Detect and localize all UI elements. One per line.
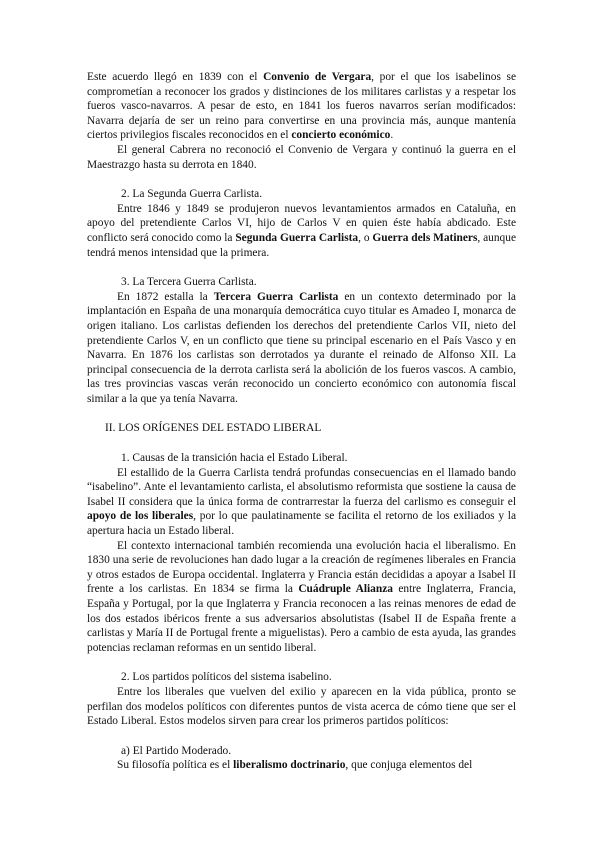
section-heading-causas-transicion: 1. Causas de la transición hacia el Estado Liberal.: [121, 452, 348, 465]
paragraph-guerra-carlista-consecuencias: [87, 466, 516, 539]
bold-term: Guerra dels Matiners: [372, 231, 478, 244]
text-run: El estallido de la Guerra Carlista tendrá profundas consecuencias en el llamado bando “isabelino”. Ante el levantamiento carlista, el absolutismo reformista que sostiene la causa de Isabel II considera que la única forma de contrarrestar la fuerza del carlismo es conseguir el: [87, 466, 516, 508]
section-heading-tercera-guerra: 3. La Tercera Guerra Carlista.: [121, 276, 257, 289]
text-run: .: [390, 129, 394, 142]
text-run: Este acuerdo llegó en 1839 con el: [87, 71, 264, 83]
paragraph-convenio-vergara: [87, 70, 516, 143]
text-run: , que conjuga elementos del: [345, 759, 473, 772]
bold-term: apoyo de los liberales: [87, 510, 194, 523]
bold-term: Tercera Guerra Carlista: [213, 290, 339, 303]
paragraph-tercera-guerra: [87, 290, 516, 407]
paragraph-segunda-guerra: [87, 202, 516, 260]
text-run: , por lo que paulatinamente se facilita el retorno de los exiliados y la apertura hacia un Estado liberal.: [87, 510, 516, 538]
paragraph-liberales-exilio: Entre los liberales que vuelven del exilio y aparecen en la vida pública, pronto se perfilan dos modelos políticos con diferentes puntos de vista acerca de cómo tiene que ser el Estado Liberal. Estos modelos sirven para crear los primeros partidos políticos:: [87, 685, 516, 728]
text-run: , aunque tendrá menos intensidad que la primera.: [87, 231, 516, 259]
section-heading-partidos-politicos: 2. Los partidos políticos del sistema isabelino.: [121, 671, 332, 684]
section-heading-partido-moderado: a) El Partido Moderado.: [121, 744, 232, 757]
bold-term: liberalismo doctrinario: [233, 759, 346, 772]
section-heading-segunda-guerra: 2. La Segunda Guerra Carlista.: [121, 188, 263, 201]
paragraph-cabrera: El general Cabrera no reconoció el Convenio de Vergara y continuó la guerra en el Maestrazgo hasta su derrota en 1840.: [87, 143, 516, 171]
text-run: , por el que los isabelinos se comprometían a reconocer los grados y distinciones de los militares carlistas y a respetar los fueros vasco-navarros. A pesar de esto, en 1841 los fueros navarros serían modificados: Navarra dejaría de ser un reino para convertirse en una provincia más, aunque mantenía ciertos privilegios fiscales reconocidos en el: [87, 71, 517, 142]
text-run: , o: [358, 231, 373, 244]
bold-term: Convenio de Vergara: [263, 71, 372, 83]
text-run: El contexto internacional también recomienda una evolución hacia el liberalismo. En 1830 una serie de revoluciones han dado lugar a la creación de regímenes liberales en Francia y otros estados de Europa occidental. Inglaterra y Francia están decididas a apoyar a Isabel II frente a los carlistas. En 1834 se firma la: [87, 539, 516, 596]
text-run: en un contexto determinado por la implantación en España de una monarquía democrática cuyo titular es Amadeo I, monarca de origen italiano. Los carlistas defienden los derechos del pretendiente Carlos VII, nieto del pretendiente Carlos V, en un conflicto que tiene su principal escenario en el País Vasco y en Navarra. En 1876 los carlistas son derrotados ya durante el reinado de Alfonso XII. La principal consecuencia de la derrota carlista será la abolición de los fueros vascos. A cambio, las tres provincias vascas verán reconocido un concierto económico con autonomía fiscal similar a la que ya tenía Navarra.: [87, 290, 516, 405]
paragraph-contexto-internacional: [87, 539, 516, 656]
bold-term: Segunda Guerra Carlista: [235, 231, 359, 244]
text-run: Su filosofía política es el: [117, 759, 234, 772]
text-run: Entre 1846 y 1849 se produjeron nuevos levantamientos armados en Cataluña, en apoyo del pretendiente Carlos VI, hijo de Carlos V en quien éste había abdicado. Este conflicto será conocido como la: [87, 202, 516, 244]
chapter-heading-origenes-estado-liberal: II. LOS ORÍGENES DEL ESTADO LIBERAL: [105, 422, 322, 435]
text-run: En 1872 estalla la: [117, 290, 214, 303]
bold-term: Cuádruple Alianza: [298, 583, 393, 596]
paragraph-liberalismo-doctrinario: [87, 758, 516, 773]
bold-term: concierto económico: [291, 129, 391, 142]
text-run: entre Inglaterra, Francia, España y Portugal, por la que Inglaterra y Francia reconocen a las reinas menores de edad de los dos estados ibéricos frente a sus adversarios absolutistas (Isabel II de España frente a carlistas y María II de Portugal frente a miguelistas). Pero a cambio de esta ayuda, las grandes potencias reclaman reformas en un sentido liberal.: [87, 583, 516, 654]
document-body: [87, 70, 516, 773]
